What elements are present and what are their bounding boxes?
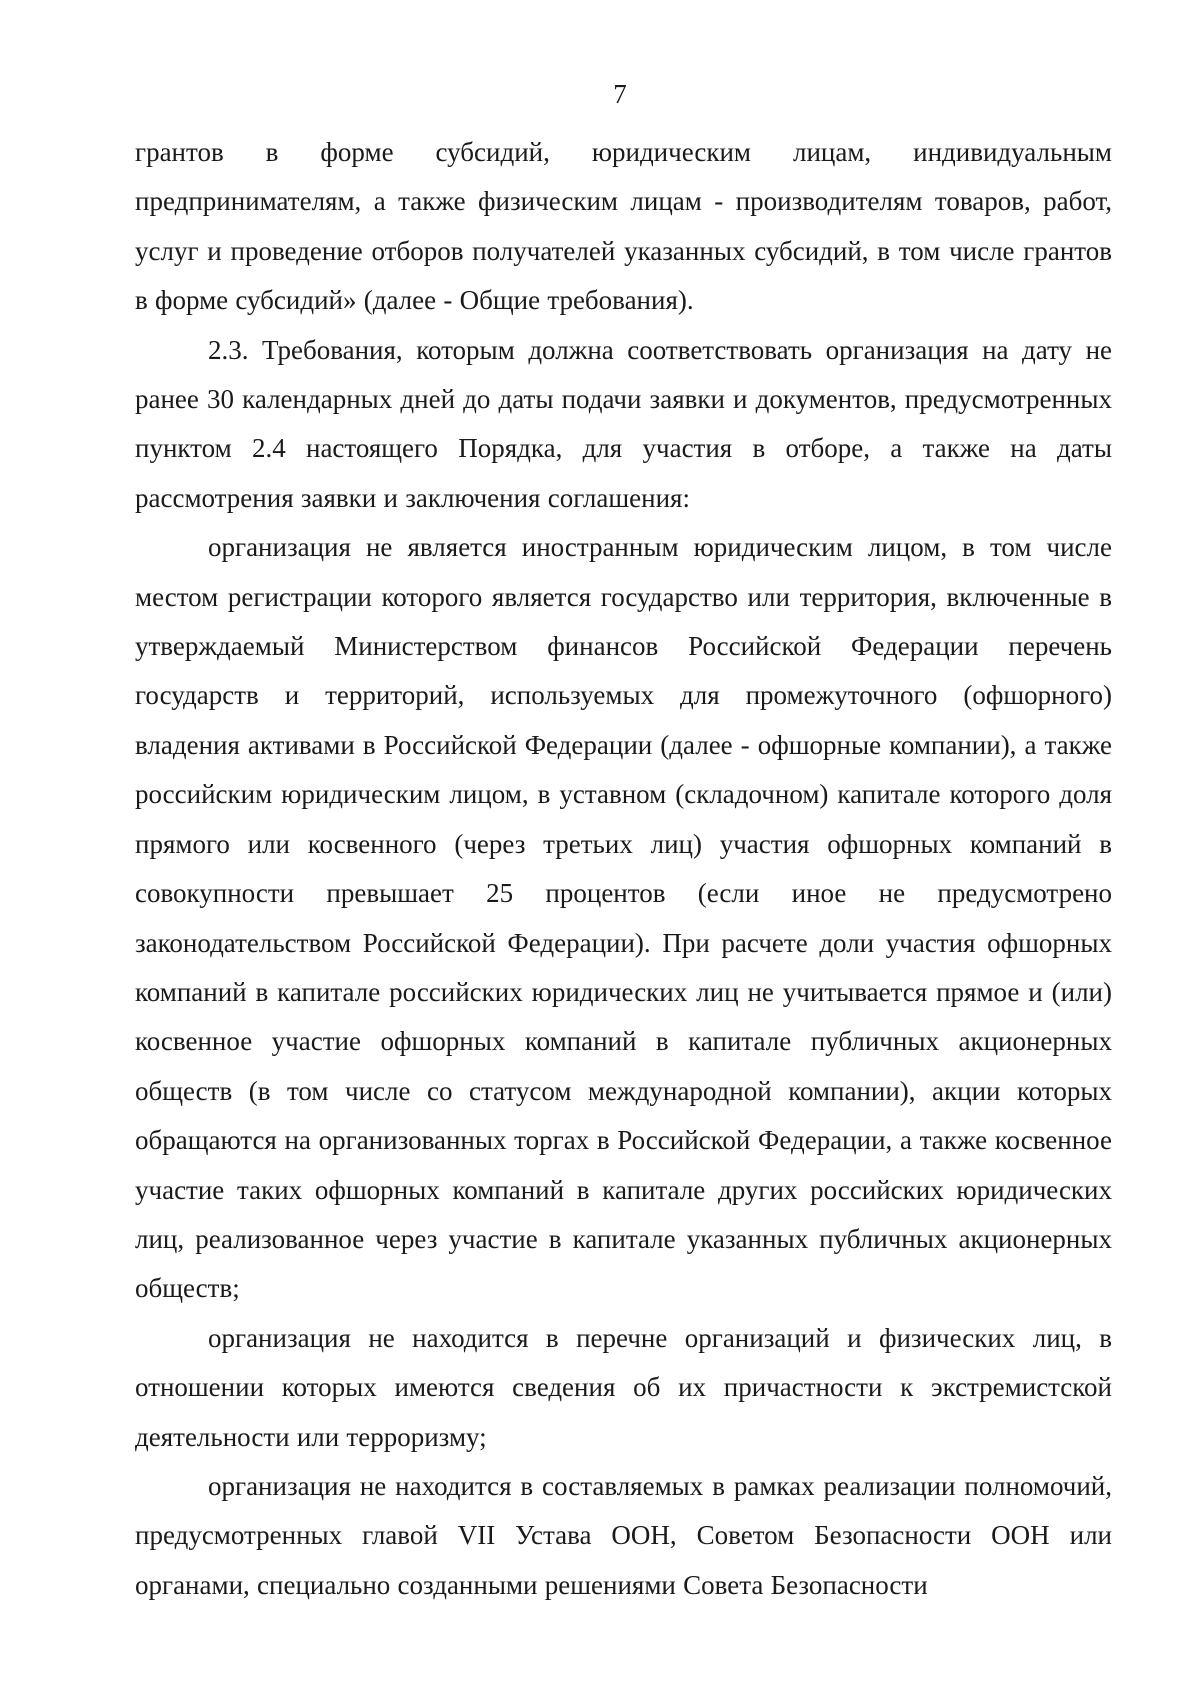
document-body bbox=[135, 128, 1112, 1610]
paragraph-continuation: грантов в форме субсидий, юридическим лицам, индивидуальным предпринимателям, а также физическим лицам - производителям товаров, работ, услуг и проведение отборов получателей указанных субсидий, в том числе грантов в форме субсидий» (далее - Общие требования). bbox=[135, 137, 1112, 316]
paragraph-un-sanctions-requirement: организация не находится в составляемых в рамках реализации полномочий, предусмотренных главой VII Устава ООН, Советом Безопасности ООН или органами, специально созданными решениями Совета Безопасности bbox=[135, 1470, 1112, 1600]
paragraph-extremism-requirement: организация не находится в перечне организаций и физических лиц, в отношении которых имеются сведения об их причастности к экстремистской деятельности или терроризму; bbox=[135, 1322, 1112, 1452]
page-number: 7 bbox=[613, 79, 627, 109]
paragraph-offshore-requirement: организация не является иностранным юридическим лицом, в том числе местом регистрации которого является государство или территория, включенные в утверждаемый Министерством финансов Российской Федерации перечень государств и территорий, используемых для промежуточного (офшорного) владения активами в Российской Федерации (далее - офшорные компании), а также российским юридическим лицом, в уставном (складочном) капитале которого доля прямого или косвенного (через третьих лиц) участия офшорных компаний в совокупности превышает 25 процентов (если иное не предусмотрено законодательством Российской Федерации). При расчете доли участия офшорных компаний в капитале российских юридических лиц не учитывается прямое и (или) косвенное участие офшорных компаний в капитале публичных акционерных обществ (в том числе со статусом международной компании), акции которых обращаются на организованных торгах в Российской Федерации, а также косвенное участие таких офшорных компаний в капитале других российских юридических лиц, реализованное через участие в капитале указанных публичных акционерных обществ; bbox=[135, 532, 1112, 1304]
paragraph-clause-2-3: 2.3. Требования, которым должна соответствовать организация на дату не ранее 30 календарных дней до даты подачи заявки и документов, предусмотренных пунктом 2.4 настоящего Порядка, для участия в отборе, а также на даты рассмотрения заявки и заключения соглашения: bbox=[135, 334, 1112, 513]
